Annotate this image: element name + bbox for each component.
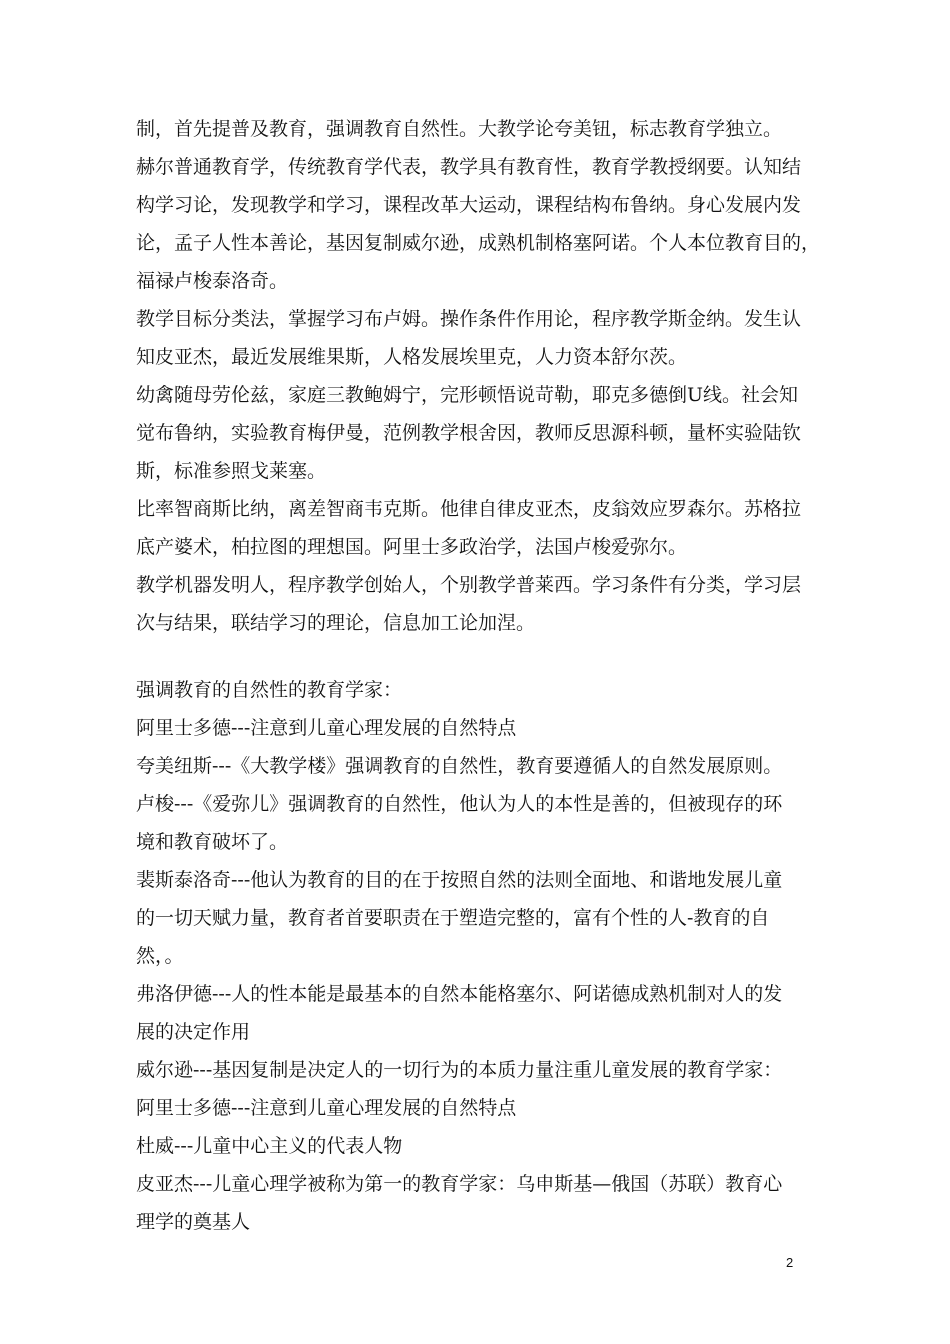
text-line: 威尔逊---基因复制是决定人的一切行为的本质力量注重儿童发展的教育学家： — [136, 1059, 783, 1081]
paragraph — [136, 709, 826, 747]
text-line: 构学习论，发现教学和学习，课程改革大运动，课程结构布鲁纳。身心发展内发 — [136, 194, 802, 216]
text-line: 次与结果，联结学习的理论，信息加工论加涅。 — [136, 612, 536, 634]
text-line: 卢梭---《爱弥儿》强调教育的自然性，他认为人的本性是善的，但被现存的环 — [136, 793, 783, 815]
text-line: 然，。 — [136, 945, 184, 967]
paragraph — [136, 861, 826, 975]
paragraph — [136, 300, 826, 376]
text-line: 福禄卢梭泰洛奇。 — [136, 270, 289, 292]
page-number: 2 — [786, 1255, 794, 1270]
text-line: 底产婆术，柏拉图的理想国。阿里士多政治学，法国卢梭爱弥尔。 — [136, 536, 688, 558]
section-heading — [136, 671, 826, 709]
text-line: 皮亚杰---儿童心理学被称为第一的教育学家：乌申斯基—俄国（苏联）教育心 — [136, 1173, 783, 1195]
text-line: 知皮亚杰，最近发展维果斯，人格发展埃里克，人力资本舒尔茨。 — [136, 346, 688, 368]
paragraph — [136, 1165, 826, 1241]
text-line: 夸美纽斯---《大教学楼》强调教育的自然性，教育要遵循人的自然发展原则。 — [136, 755, 783, 777]
paragraph — [136, 785, 826, 861]
text-line: 理学的奠基人 — [136, 1211, 251, 1233]
paragraph — [136, 975, 826, 1051]
paragraph — [136, 1051, 826, 1089]
text-line: 弗洛伊德---人的性本能是最基本的自然本能格塞尔、阿诺德成熟机制对人的发 — [136, 983, 783, 1005]
paragraph — [136, 490, 826, 566]
paragraph — [136, 1127, 826, 1165]
text-line: 境和教育破坏了。 — [136, 831, 289, 853]
text-line: 幼禽随母劳伦兹，家庭三教鲍姆宁，完形顿悟说苛勒，耶克多德倒U线。社会知 — [136, 384, 799, 406]
paragraph — [136, 747, 826, 785]
text-line: 教学目标分类法，掌握学习布卢姆。操作条件作用论，程序教学斯金纳。发生认 — [136, 308, 802, 330]
text-line: 裴斯泰洛奇---他认为教育的目的在于按照自然的法则全面地、和谐地发展儿童 — [136, 869, 783, 891]
text-line: 的一切天赋力量，教育者首要职责在于塑造完整的，富有个性的人-教育的自 — [136, 907, 770, 929]
text-line: 觉布鲁纳，实验教育梅伊曼，范例教学根舍因，教师反思源科顿，量杯实验陆钦 — [136, 422, 802, 444]
text-line: 制，首先提普及教育，强调教育自然性。大教学论夸美钮，标志教育学独立。 — [136, 118, 783, 140]
text-line: 强调教育的自然性的教育学家： — [136, 679, 403, 701]
text-line: 展的决定作用 — [136, 1021, 251, 1043]
section-spacer — [136, 642, 826, 671]
paragraph — [136, 376, 826, 490]
paragraph — [136, 148, 826, 300]
text-line: 论，孟子人性本善论，基因复制威尔逊，成熟机制格塞阿诺。个人本位教育目的， — [136, 232, 821, 254]
document-body — [136, 110, 826, 1241]
text-line: 阿里士多德---注意到儿童心理发展的自然特点 — [136, 1097, 517, 1119]
text-line: 阿里士多德---注意到儿童心理发展的自然特点 — [136, 717, 517, 739]
text-line: 斯，标准参照戈莱塞。 — [136, 460, 327, 482]
paragraph — [136, 566, 826, 642]
text-line: 赫尔普通教育学，传统教育学代表，教学具有教育性，教育学教授纲要。认知结 — [136, 156, 802, 178]
text-line: 比率智商斯比纳，离差智商韦克斯。他律自律皮亚杰，皮翁效应罗森尔。苏格拉 — [136, 498, 802, 520]
paragraph — [136, 1089, 826, 1127]
paragraph — [136, 110, 826, 148]
text-line: 教学机器发明人，程序教学创始人，个别教学普莱西。学习条件有分类，学习层 — [136, 574, 802, 596]
text-line: 杜威---儿童中心主义的代表人物 — [136, 1135, 403, 1157]
